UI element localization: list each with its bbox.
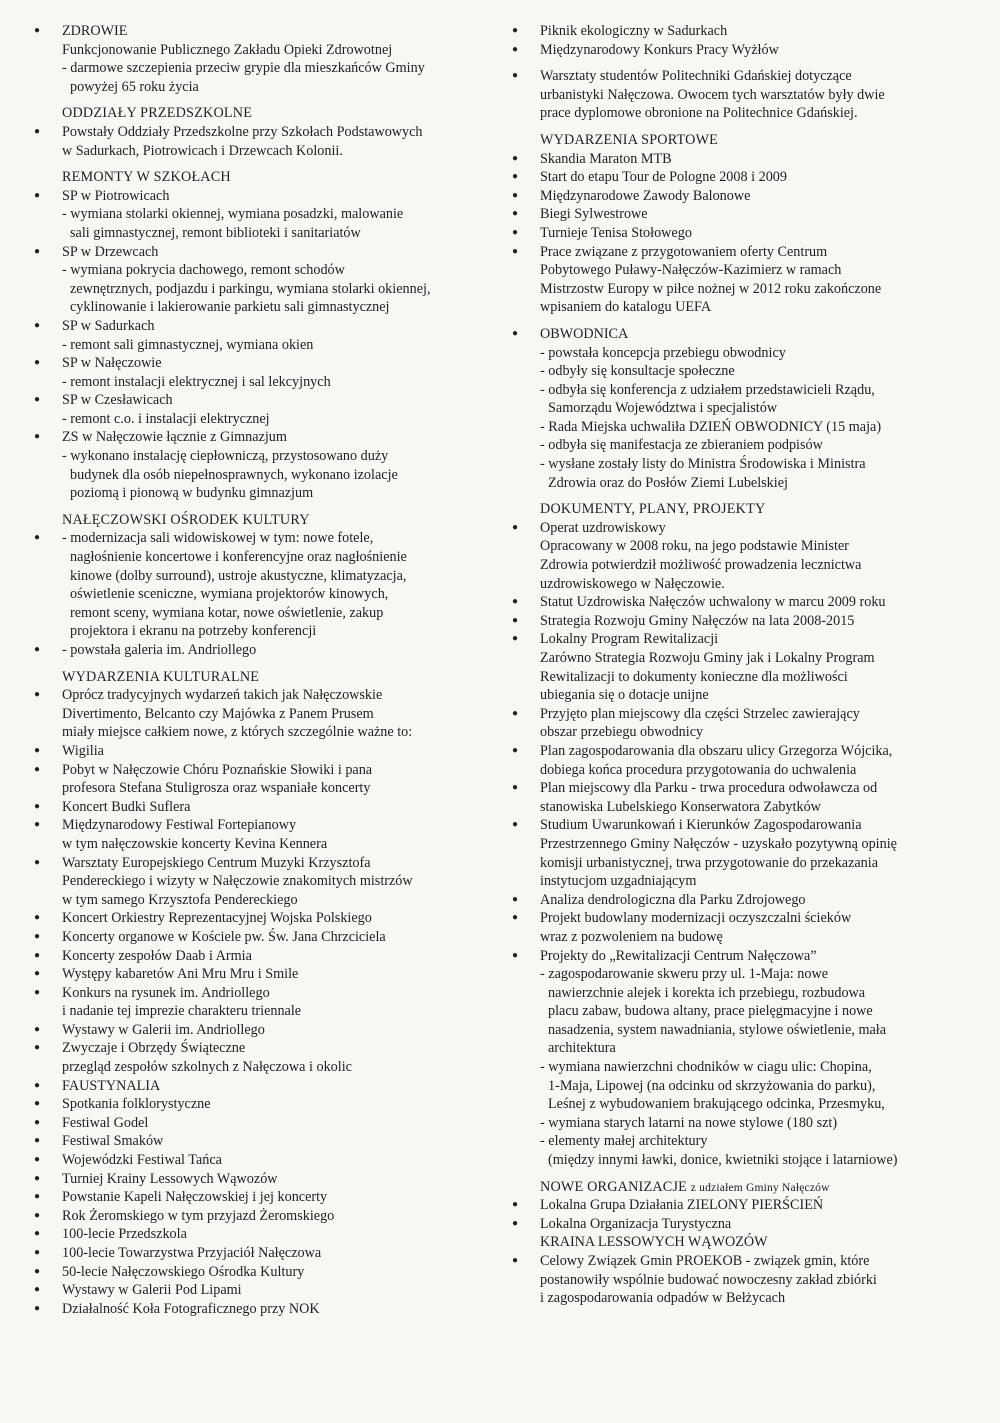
bullet-item-text: ZS w Nałęczowie łącznie z Gimnazjum	[62, 429, 287, 446]
bullet-item-text: Plan zagospodarowania dla obszaru ulicy Grzegorza Wójcika,	[540, 742, 893, 759]
bullet-item-text: SP w Nałęczowie	[62, 355, 162, 372]
bullet-item	[512, 742, 974, 761]
bullet-item	[34, 354, 496, 373]
item-continuation	[512, 1233, 974, 1252]
item-continuation	[512, 872, 974, 891]
item-continuation-text: miały miejsce całkiem nowe, z których szczególnie ważne to:	[62, 724, 413, 741]
bullet-item-text: Zwyczaje i Obrzędy Świąteczne	[62, 1040, 246, 1057]
bullet-item-text: Strategia Rozwoju Gminy Nałęczów na lata 2008-2015	[540, 612, 855, 629]
sub-item-continuation	[34, 622, 496, 641]
sub-item-continuation	[512, 1077, 974, 1096]
sub-item-continuation-text: Zdrowia oraz do Posłów Ziemi Lubelskiej	[548, 474, 788, 491]
bullet-item	[34, 1077, 496, 1096]
sub-item	[512, 344, 974, 363]
sub-item-text: - odbyła się konferencja z udziałem przedstawicieli Rządu,	[540, 381, 875, 398]
bullet-item-text: Warsztaty Europejskiego Centrum Muzyki Krzysztofa	[62, 854, 371, 871]
item-continuation-text: wpisaniem do katalogu UEFA	[540, 299, 712, 316]
bullet-item	[34, 1188, 496, 1207]
bullet-item	[512, 1196, 974, 1215]
bullet-item-text: Działalność Koła Fotograficznego przy NOK	[62, 1300, 320, 1317]
sub-item-continuation	[34, 298, 496, 317]
sub-item-continuation	[512, 474, 974, 493]
bullet-item-text: Koncerty organowe w Kościele pw. Św. Jana Chrzciciela	[62, 928, 386, 945]
heading-subtitle: z udziałem Gminy Nałęczów	[690, 1181, 830, 1194]
item-continuation-text: przegląd zespołów szkolnych z Nałęczowa i okolic	[62, 1059, 352, 1076]
bullet-item	[512, 779, 974, 798]
sub-item-continuation	[34, 567, 496, 586]
item-continuation	[34, 705, 496, 724]
bullet-item	[512, 630, 974, 649]
bullet-item-text: Lokalna Grupa Działania ZIELONY PIERŚCIEŃ	[540, 1197, 824, 1214]
bullet-item	[34, 22, 496, 41]
bullet-item-text: 100-lecie Przedszkola	[62, 1226, 187, 1243]
bullet-item	[34, 909, 496, 928]
item-continuation-text: Divertimento, Belcanto czy Majówka z Panem Prusem	[62, 705, 374, 722]
bullet-item	[512, 224, 974, 243]
sub-item-text: - wymiana starych latarni na nowe stylowe (180 szt)	[540, 1114, 838, 1131]
sub-item	[34, 447, 496, 466]
item-continuation-text: obszar przebiegu obwodnicy	[540, 724, 704, 741]
sub-item	[512, 1114, 974, 1133]
item-continuation	[512, 835, 974, 854]
sub-item	[512, 965, 974, 984]
sub-item-continuation	[512, 1151, 974, 1170]
item-continuation	[512, 686, 974, 705]
bullet-item	[34, 816, 496, 835]
sub-item-continuation	[512, 984, 974, 1003]
bullet-item-text: Rok Żeromskiego w tym przyjazd Żeromskiego	[62, 1207, 335, 1224]
section-heading-text: WYDARZENIA SPORTOWE	[540, 131, 719, 148]
item-continuation-text: profesora Stefana Stuligrosza oraz wspaniałe koncerty	[62, 780, 371, 797]
item-continuation-text: uzdrowiskowego w Nałęczowie.	[540, 575, 725, 592]
item-continuation-text: stanowiska Lubelskiego Konserwatora Zabytków	[540, 798, 821, 815]
sub-item-text: - wymiana nawierzchni chodników w ciagu ulic: Chopina,	[540, 1059, 872, 1076]
bullet-item	[512, 705, 974, 724]
bullet-item	[34, 965, 496, 984]
bullet-item-text: Powstanie Kapeli Nałęczowskiej i jej koncerty	[62, 1189, 328, 1206]
item-continuation	[34, 1002, 496, 1021]
item-continuation-text: Mistrzostw Europy w piłce nożnej w 2012 roku zakończone	[540, 280, 882, 297]
bullet-item	[512, 612, 974, 631]
item-continuation-text: Funkcjonowanie Publicznego Zakładu Opieki Zdrowotnej	[62, 41, 393, 58]
bullet-item	[34, 123, 496, 142]
bullet-item	[34, 529, 496, 548]
bullet-item-text: Występy kabaretów Ani Mru Mru i Smile	[62, 966, 299, 983]
item-continuation	[34, 1058, 496, 1077]
bullet-item	[34, 1281, 496, 1300]
sub-item-text: - zagospodarowanie skweru przy ul. 1-Maja: nowe	[540, 966, 828, 983]
sub-item-continuation-text: zewnętrznych, podjazdu i parkingu, wymiana stolarki okiennej,	[70, 280, 431, 297]
sub-item-continuation-text: Samorządu Województwa i specjalistów	[548, 400, 778, 417]
right-column	[512, 22, 974, 1308]
sub-item-continuation-text: kinowe (dolby surround), ustroje akustyczne, klimatyzacja,	[70, 567, 407, 584]
bullet-item-text: Wigilia	[62, 742, 104, 759]
item-continuation	[34, 142, 496, 161]
bullet-item-text: Plan miejscowy dla Parku - trwa procedura odwoławcza od	[540, 780, 878, 797]
item-continuation	[512, 298, 974, 317]
sub-item	[34, 59, 496, 78]
item-continuation-text: Zdrowia potwierdził możliwość prowadzenia lecznictwa	[540, 557, 862, 574]
item-continuation-text: Rewitalizacji to dokumenty konieczne dla możliwości	[540, 668, 848, 685]
bullet-item-text: - modernizacja sali widowiskowej w tym: nowe fotele,	[62, 530, 374, 547]
bullet-item-text: Festiwal Smaków	[62, 1133, 164, 1150]
bullet-item-text: Pobyt w Nałęczowie Chóru Poznańskie Słowiki i pana	[62, 761, 373, 778]
sub-item-text: - wysłane zostały listy do Ministra Środowiska i Ministra	[540, 456, 866, 473]
sub-item-continuation-text: oświetlenie sceniczne, wymiana projektorów kinowych,	[70, 586, 389, 603]
left-column	[34, 22, 496, 1318]
bullet-item	[34, 187, 496, 206]
bullet-item	[34, 1095, 496, 1114]
bullet-item	[34, 686, 496, 705]
bullet-item-text: 50-lecie Nałęczowskiego Ośrodka Kultury	[62, 1263, 305, 1280]
bullet-item-text: Projekt budowlany modernizacji oczyszczalni ścieków	[540, 910, 852, 927]
bullet-item	[34, 1300, 496, 1319]
sub-item-continuation	[34, 548, 496, 567]
sub-item-continuation-text: nasadzenia, system nawadniania, stylowe oświetlenie, mała	[548, 1021, 887, 1038]
sub-item-continuation	[34, 604, 496, 623]
section-heading	[34, 168, 496, 187]
bullet-item-text: Operat uzdrowiskowy	[540, 519, 666, 536]
bullet-item-text: SP w Sadurkach	[62, 317, 155, 334]
sub-item-continuation	[34, 466, 496, 485]
bullet-item-text: Międzynarodowe Zawody Balonowe	[540, 187, 751, 204]
bullet-item-text: Lokalna Organizacja Turystyczna	[540, 1215, 732, 1232]
bullet-item-text: Koncert Orkiestry Reprezentacyjnej Wojska Polskiego	[62, 910, 372, 927]
sub-item-text: - odbyła się manifestacja ze zbieraniem podpisów	[540, 437, 823, 454]
item-continuation-text: i nadanie tej imprezie charakteru triennale	[62, 1003, 302, 1020]
item-continuation	[512, 86, 974, 105]
item-continuation	[512, 280, 974, 299]
item-continuation-text: dobiega końca procedura przygotowania do uchwalenia	[540, 761, 857, 778]
sub-item-text: - remont sali gimnastycznej, wymiana okien	[62, 336, 314, 353]
bullet-item-text: Międzynarodowy Festiwal Fortepianowy	[62, 817, 297, 834]
section-heading	[512, 131, 974, 150]
section-heading	[512, 1178, 974, 1197]
sub-item-text: - wymiana pokrycia dachowego, remont schodów	[62, 262, 345, 279]
bullet-item	[34, 1021, 496, 1040]
sub-item-continuation	[512, 1039, 974, 1058]
bullet-item	[512, 325, 974, 344]
item-continuation-text: i zagospodarowania odpadów w Bełżycach	[540, 1290, 786, 1307]
item-continuation-text: Zarówno Strategia Rozwoju Gminy jak i Lokalny Program	[540, 650, 875, 666]
bullet-item	[512, 41, 974, 60]
sub-item-continuation-text: sali gimnastycznej, remont biblioteki i sanitariatów	[70, 224, 361, 241]
bullet-item	[34, 1170, 496, 1189]
bullet-item-text: Statut Uzdrowiska Nałęczów uchwalony w marcu 2009 roku	[540, 594, 886, 611]
item-continuation-text: prace dyplomowe obronione na Politechnice Gdańskiej.	[540, 105, 858, 122]
bullet-item	[34, 641, 496, 660]
item-continuation	[512, 104, 974, 123]
bullet-item-text: Studium Uwarunkowań i Kierunków Zagospodarowania	[540, 817, 862, 834]
sub-item-text: - remont c.o. i instalacji elektrycznej	[62, 410, 270, 427]
sub-item	[34, 373, 496, 392]
bullet-item-text: Przyjęto plan miejscowy dla części Strzelec zawierający	[540, 705, 860, 722]
bullet-item-text: 100-lecie Towarzystwa Przyjaciół Nałęczowa	[62, 1245, 322, 1261]
bullet-item-text: Konkurs na rysunek im. Andriollego	[62, 984, 270, 1001]
item-continuation	[34, 723, 496, 742]
section-heading-text: NAŁĘCZOWSKI OŚRODEK KULTURY	[62, 511, 310, 528]
item-continuation-text: postanowiły wspólnie budować nowoczesny zakład zbiórki	[540, 1271, 877, 1288]
sub-item-continuation-text: nawierzchnie alejek i korekta ich przebiegu, rozbudowa	[548, 984, 866, 1001]
sub-item-continuation-text: (między innymi ławki, donice, kwietniki stojące i latarniowe)	[548, 1152, 898, 1169]
item-continuation	[512, 668, 974, 687]
sub-item-continuation-text: cyklinowanie i lakierowanie parkietu sali gimnastycznej	[70, 299, 390, 316]
sub-item-text: - odbyły się konsultacje społeczne	[540, 363, 735, 380]
item-continuation-text: wraz z pozwoleniem na budowę	[540, 928, 723, 945]
item-continuation	[512, 723, 974, 742]
item-continuation	[512, 261, 974, 280]
sub-item	[34, 410, 496, 429]
bullet-item	[512, 1215, 974, 1234]
section-heading-text: WYDARZENIA KULTURALNE	[62, 668, 260, 685]
sub-item-text: - powstała koncepcja przebiegu obwodnicy	[540, 344, 786, 361]
sub-item	[34, 336, 496, 355]
section-heading-text: NOWE ORGANIZACJE	[540, 1178, 688, 1195]
bullet-item	[512, 947, 974, 966]
bullet-item-text: Wystawy w Galerii Pod Lipami	[62, 1282, 242, 1299]
sub-item	[512, 418, 974, 437]
sub-item	[512, 1058, 974, 1077]
sub-item-text: - wymiana stolarki okiennej, wymiana posadzki, malowanie	[62, 206, 404, 223]
sub-item	[512, 381, 974, 400]
sub-item-continuation	[512, 1021, 974, 1040]
sub-item-continuation-text: projektora i ekranu na potrzeby konferencji	[70, 623, 317, 640]
section-heading-text: REMONTY W SZKOŁACH	[62, 169, 231, 186]
bullet-item	[512, 205, 974, 224]
item-continuation	[34, 41, 496, 60]
bullet-item	[34, 1244, 496, 1263]
bullet-item-text: Festiwal Godel	[62, 1114, 149, 1131]
sub-item	[34, 205, 496, 224]
bullet-item	[34, 984, 496, 1003]
bullet-item	[512, 891, 974, 910]
sub-item-continuation	[34, 484, 496, 503]
bullet-item-text: Prace związane z przygotowaniem oferty Centrum	[540, 243, 828, 260]
bullet-item	[512, 150, 974, 169]
item-continuation-text: w Sadurkach, Piotrowicach i Drzewcach Kolonii.	[62, 142, 343, 159]
bullet-item-text: Skandia Maraton MTB	[540, 150, 672, 167]
item-continuation	[512, 798, 974, 817]
sub-item-continuation	[34, 585, 496, 604]
bullet-item	[34, 947, 496, 966]
item-continuation-text: ubiegania się o dotacje unijne	[540, 687, 709, 704]
bullet-item-text: Start do etapu Tour de Pologne 2008 i 2009	[540, 169, 787, 186]
sub-item	[512, 455, 974, 474]
sub-item-continuation-text: architektura	[548, 1040, 616, 1057]
bullet-item-text: Celowy Związek Gmin PROEKOB - związek gmin, które	[540, 1253, 870, 1269]
bullet-item-text: Warsztaty studentów Politechniki Gdańskiej dotyczące	[540, 68, 852, 85]
bullet-item	[34, 742, 496, 761]
section-heading	[34, 104, 496, 123]
bullet-item-text: Wojewódzki Festiwal Tańca	[62, 1152, 222, 1169]
sub-item-continuation-text: budynek dla osób niepełnosprawnych, wykonano izolacje	[70, 466, 398, 483]
item-continuation	[512, 854, 974, 873]
section-heading	[34, 511, 496, 530]
item-continuation-text: w tym samego Krzysztofa Pendereckiego	[62, 891, 298, 908]
item-continuation	[512, 761, 974, 780]
bullet-item-text: SP w Drzewcach	[62, 243, 159, 260]
section-heading	[34, 668, 496, 687]
bullet-item	[512, 816, 974, 835]
sub-item-continuation-text: powyżej 65 roku życia	[70, 78, 199, 95]
item-continuation-text: w tym nałęczowskie koncerty Kevina Kennera	[62, 835, 328, 852]
bullet-item	[512, 67, 974, 86]
bullet-item	[512, 168, 974, 187]
bullet-item-text: FAUSTYNALIA	[62, 1077, 161, 1094]
bullet-item	[34, 761, 496, 780]
bullet-item	[34, 798, 496, 817]
sub-item-continuation	[34, 280, 496, 299]
bullet-item	[34, 854, 496, 873]
bullet-item	[512, 243, 974, 262]
bullet-item-text: Projekty do „Rewitalizacji Centrum Nałęczowa”	[540, 947, 817, 964]
bullet-item	[34, 428, 496, 447]
sub-item-continuation	[512, 1095, 974, 1114]
bullet-item-text: Koncert Budki Suflera	[62, 798, 191, 815]
item-continuation	[512, 556, 974, 575]
bullet-item	[34, 1114, 496, 1133]
bullet-item-text: Oprócz tradycyjnych wydarzeń takich jak Nałęczowskie	[62, 687, 383, 704]
bullet-item-text: Turnieje Tenisa Stołowego	[540, 224, 692, 241]
bullet-item	[34, 1132, 496, 1151]
bullet-item-text: Międzynarodowy Konkurs Pracy Wyżłów	[540, 41, 779, 58]
bullet-item	[512, 1252, 974, 1271]
bullet-item	[512, 593, 974, 612]
bullet-item-text: Biegi Sylwestrowe	[540, 206, 648, 223]
item-continuation	[512, 537, 974, 556]
bullet-item-text: SP w Piotrowicach	[62, 187, 170, 204]
bullet-item-text: Piknik ekologiczny w Sadurkach	[540, 23, 728, 39]
item-continuation-text: KRAINA LESSOWYCH WĄWOZÓW	[540, 1234, 768, 1251]
bullet-item	[34, 1039, 496, 1058]
sub-item-text: - elementy małej architektury	[540, 1133, 708, 1150]
section-heading	[512, 500, 974, 519]
bullet-item-text: ZDROWIE	[62, 23, 128, 39]
sub-item-continuation	[34, 78, 496, 97]
sub-item-continuation	[512, 399, 974, 418]
sub-item-text: - remont instalacji elektrycznej i sal lekcyjnych	[62, 373, 331, 390]
bullet-item	[34, 1263, 496, 1282]
sub-item-text: - wykonano instalację ciepłowniczą, przystosowano duży	[62, 448, 389, 465]
bullet-item-text: Wystawy w Galerii im. Andriollego	[62, 1021, 265, 1038]
item-continuation-text: Przestrzennego Gminy Nałęczów - uzyskało pozytywną opinię	[540, 835, 897, 852]
bullet-item-text: Lokalny Program Rewitalizacji	[540, 631, 719, 648]
bullet-item-text: Turniej Krainy Lessowych Wąwozów	[62, 1170, 278, 1187]
bullet-item-text: Powstały Oddziały Przedszkolne przy Szkołach Podstawowych	[62, 123, 423, 140]
bullet-item	[34, 1225, 496, 1244]
bullet-item-text: Analiza dendrologiczna dla Parku Zdrojowego	[540, 891, 806, 908]
sub-item-continuation-text: 1-Maja, Lipowej (na odcinku od skrzyżowania do parku),	[548, 1077, 876, 1094]
sub-item-continuation	[512, 1002, 974, 1021]
bullet-item	[34, 243, 496, 262]
sub-item-continuation	[34, 224, 496, 243]
bullet-item	[512, 22, 974, 41]
item-continuation-text: Pobytowego Puławy-Nałęczów-Kazimierz w ramach	[540, 262, 842, 279]
sub-item	[512, 1132, 974, 1151]
bullet-item	[34, 391, 496, 410]
bullet-item-text: Koncerty zespołów Daab i Armia	[62, 947, 252, 964]
item-continuation	[34, 779, 496, 798]
section-heading-text: DOKUMENTY, PLANY, PROJEKTY	[540, 501, 766, 518]
sub-item	[34, 261, 496, 280]
bullet-item	[34, 317, 496, 336]
sub-item-continuation-text: remont sceny, wymiana kotar, nowe oświetlenie, zakup	[70, 604, 384, 621]
sub-item	[512, 362, 974, 381]
sub-item	[512, 436, 974, 455]
sub-item-text: - darmowe szczepienia przeciw grypie dla mieszkańców Gminy	[62, 60, 425, 77]
item-continuation-text: Opracowany w 2008 roku, na jego podstawie Minister	[540, 538, 849, 555]
section-heading-text: ODDZIAŁY PRZEDSZKOLNE	[62, 105, 253, 122]
bullet-item	[512, 519, 974, 538]
bullet-item-text: - powstała galeria im. Andriollego	[62, 642, 257, 658]
bullet-item	[512, 909, 974, 928]
sub-item-continuation-text: poziomą i pionową w budynku gimnazjum	[70, 485, 314, 502]
bullet-item-text: SP w Czesławicach	[62, 392, 173, 409]
item-continuation-text: Pendereckiego i wizyty w Nałęczowie znakomitych mistrzów	[62, 873, 413, 890]
item-continuation	[512, 1271, 974, 1290]
bullet-item	[34, 1151, 496, 1170]
sub-item-continuation-text: Leśnej z wybudowaniem brakującego odcinka, Przesmyku,	[548, 1096, 885, 1113]
sub-item-text: - Rada Miejska uchwaliła DZIEŃ OBWODNICY (15 maja)	[540, 418, 882, 435]
bullet-item	[34, 928, 496, 947]
item-continuation	[34, 872, 496, 891]
item-continuation	[512, 575, 974, 594]
item-continuation-text: komisji urbanistycznej, trwa przygotowanie do przekazania	[540, 854, 879, 871]
item-continuation	[512, 649, 974, 668]
sub-item-continuation-text: nagłośnienie koncertowe i konferencyjne oraz nagłośnienie	[70, 549, 407, 566]
item-continuation-text: instytucjom uzgadniającym	[540, 873, 697, 890]
item-continuation	[512, 1289, 974, 1308]
item-continuation	[34, 891, 496, 910]
item-continuation	[512, 928, 974, 947]
item-continuation-text: urbanistyki Nałęczowa. Owocem tych warsztatów były dwie	[540, 86, 885, 103]
bullet-item-text: OBWODNICA	[540, 325, 629, 342]
bullet-item	[512, 187, 974, 206]
bullet-item	[34, 1207, 496, 1226]
sub-item-continuation-text: placu zabaw, budowa altany, prace pielęgmacyjne i nowe	[548, 1003, 873, 1020]
item-continuation	[34, 835, 496, 854]
bullet-item-text: Spotkania folklorystyczne	[62, 1096, 211, 1113]
